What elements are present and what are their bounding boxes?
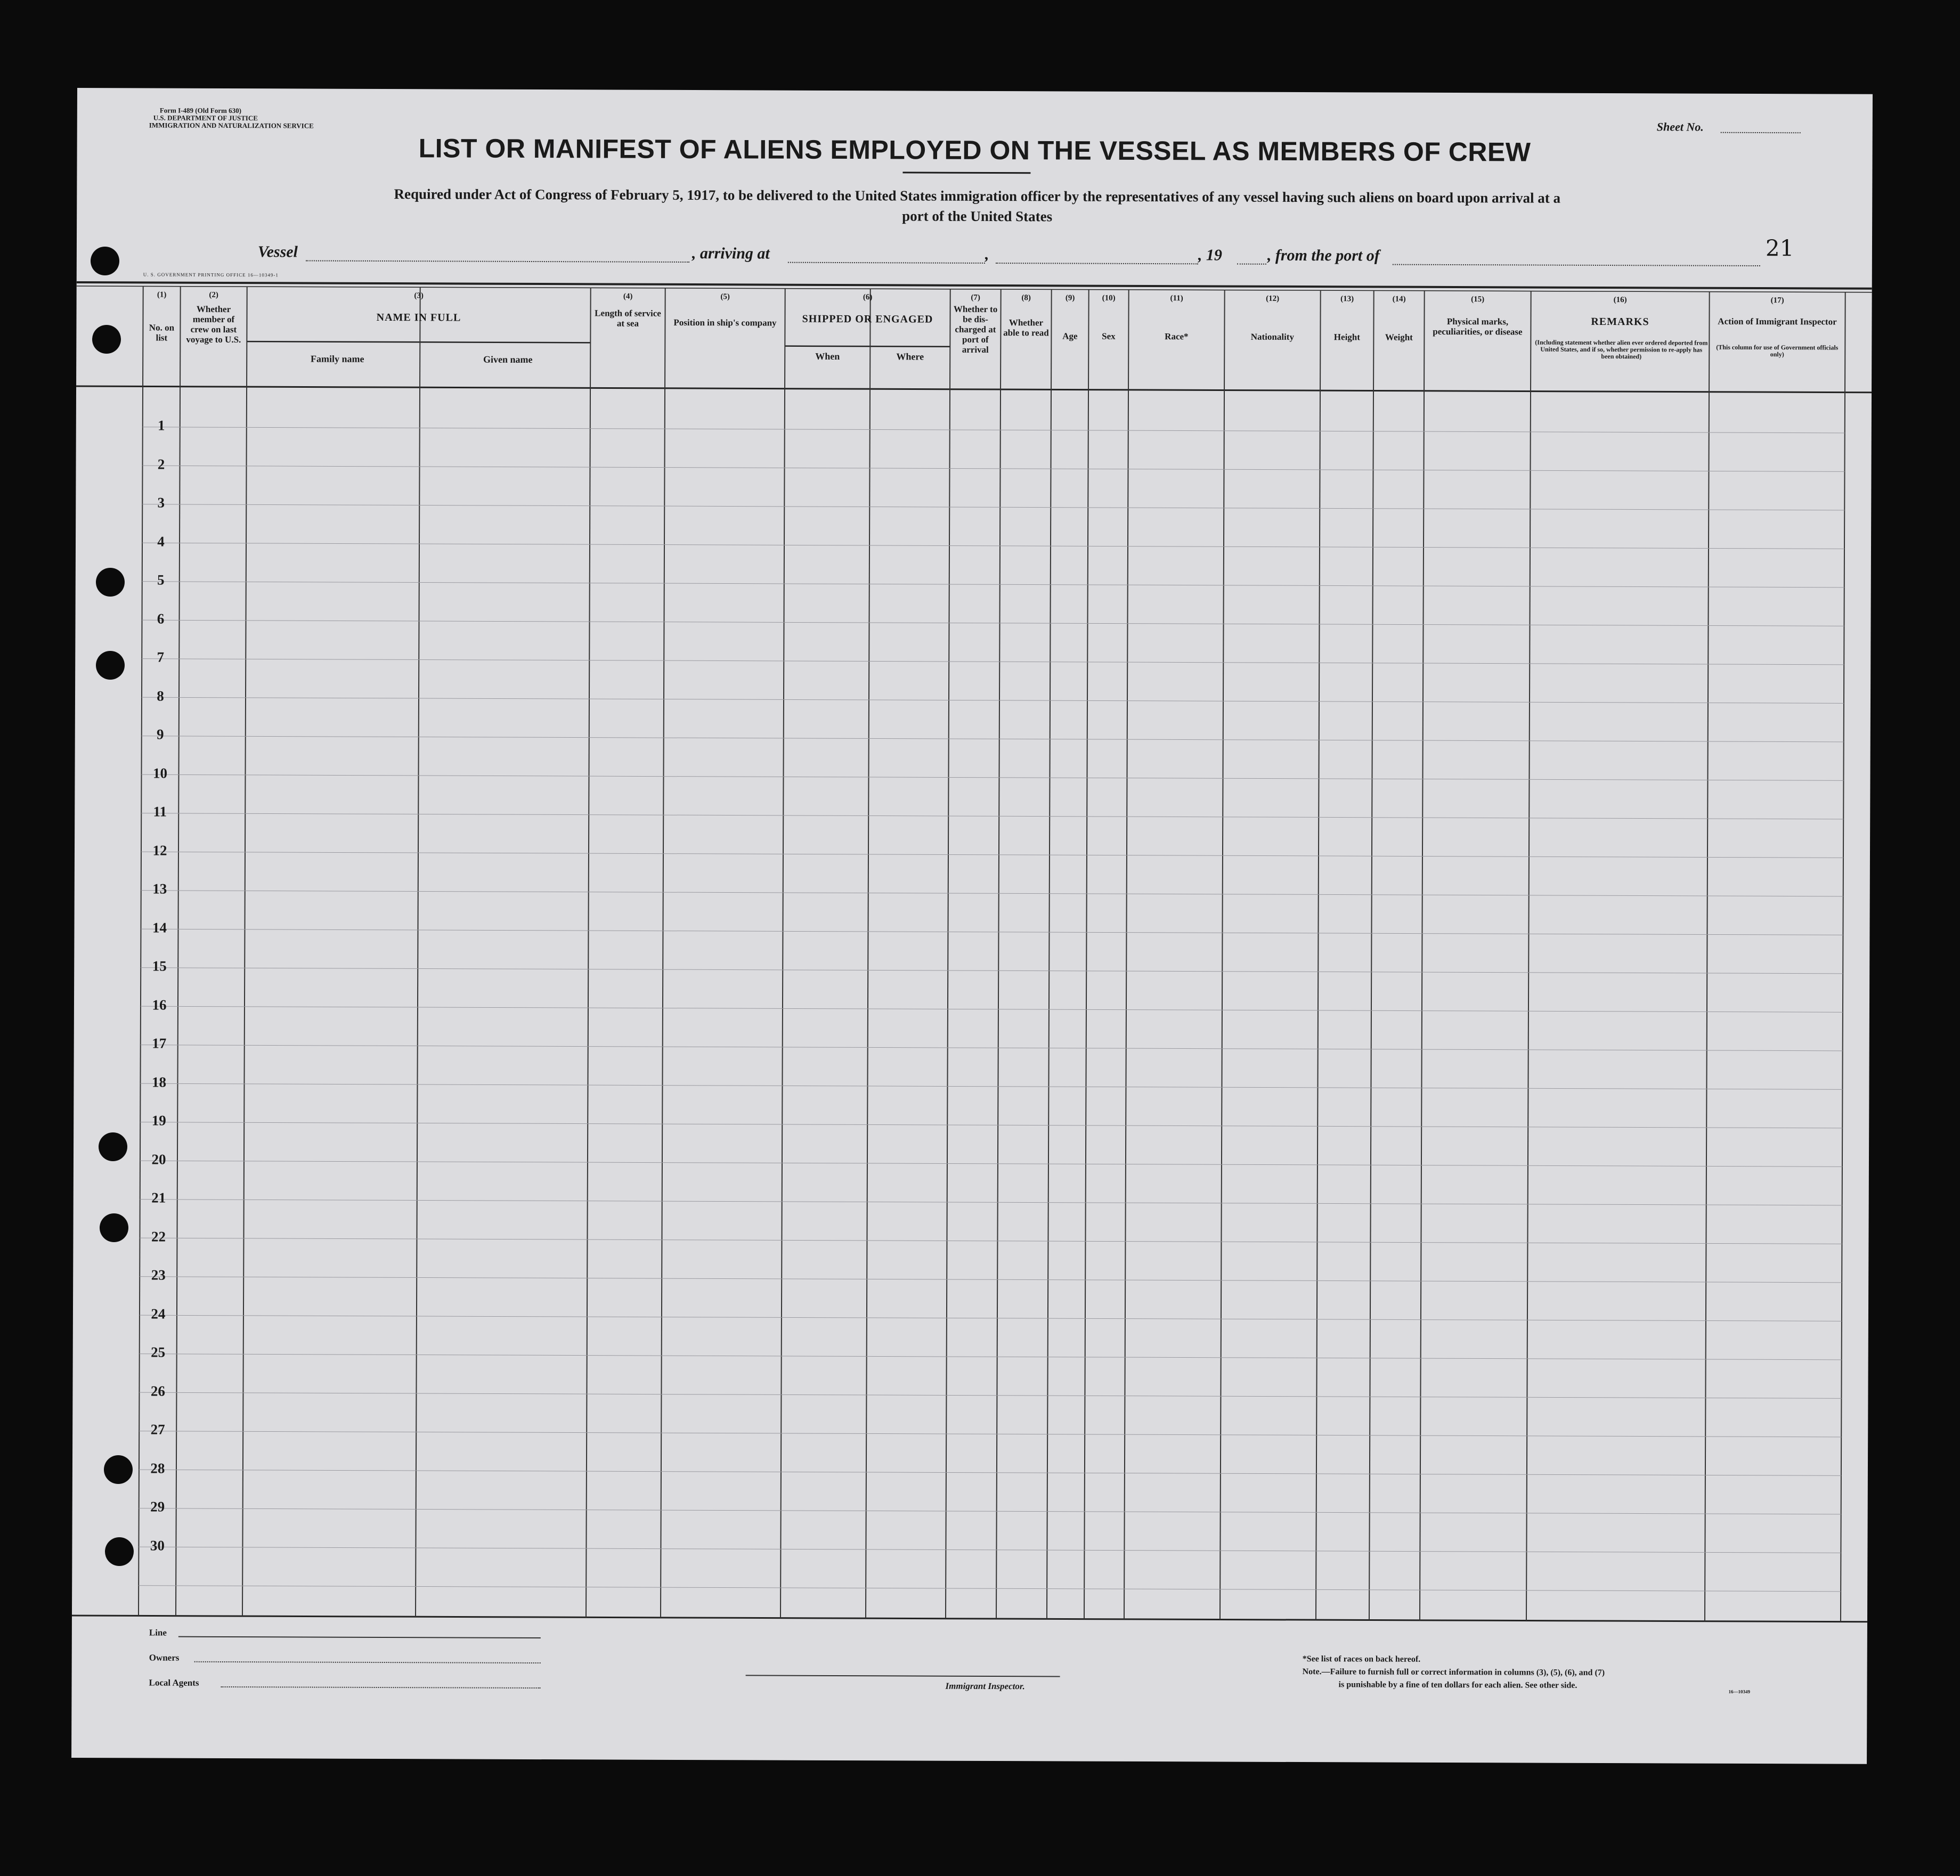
punch-hole (92, 325, 121, 354)
year-label: , 19 (1198, 246, 1222, 264)
row-number: 21 (151, 1189, 166, 1206)
column-number-11: (11) (1170, 294, 1183, 303)
local-agents-label: Local Agents (149, 1677, 199, 1688)
footer-notes (1303, 1653, 1605, 1692)
column-number-5: (5) (720, 292, 730, 301)
subtitle-line-2: port of the United States (902, 208, 1053, 225)
column-header-10: Sex (1102, 331, 1116, 341)
row-number: 25 (151, 1344, 166, 1360)
row-number: 1 (157, 417, 165, 434)
punch-hole (96, 568, 125, 597)
family-name-header: Family name (310, 353, 364, 364)
note-line-2: is punishable by a fine of ten dollars for each alien. See other side. (1338, 1680, 1577, 1690)
column-number-16: (16) (1613, 296, 1627, 305)
row-number: 29 (150, 1498, 165, 1515)
column-number-8: (8) (1021, 293, 1031, 303)
row-number: 12 (152, 842, 167, 859)
punch-hole (96, 651, 125, 680)
row-number: 4 (157, 533, 165, 550)
vessel-label: Vessel (257, 243, 298, 261)
arriving-label: , arriving at (692, 244, 770, 263)
row-number: 3 (157, 494, 165, 511)
row-number: 19 (151, 1112, 166, 1129)
page-title: LIST OR MANIFEST OF ALIENS EMPLOYED ON THE VESSEL AS MEMBERS OF CREW (418, 133, 1531, 167)
column-number-1: (1) (157, 290, 167, 299)
action-note: (This column for use of Government officials only) (1716, 343, 1839, 358)
column-number-3: (3) (414, 291, 424, 300)
manifest-sheet (71, 88, 1873, 1764)
column-number-9: (9) (1065, 293, 1075, 303)
column-header-11: Race* (1165, 331, 1189, 342)
column-header-12: Nationality (1250, 331, 1295, 342)
column-number-14: (14) (1392, 295, 1406, 304)
punch-hole (100, 1213, 128, 1242)
column-header-17: Action of Immigrant Inspector (1718, 316, 1837, 327)
inspector-label: Immigrant Inspector. (945, 1681, 1025, 1692)
column-header-2: Whether member of crew on last voyage to U.S. (186, 304, 241, 345)
punch-hole (104, 1455, 133, 1484)
column-number-6: (6) (863, 293, 873, 302)
column-number-2: (2) (209, 290, 218, 299)
column-header-8: Whether able to read (1003, 317, 1049, 338)
row-number: 27 (150, 1421, 165, 1438)
row-number: 17 (152, 1035, 167, 1051)
row-number: 20 (151, 1151, 166, 1168)
column-header-5: Position in ship's company (673, 317, 777, 328)
row-number: 26 (150, 1382, 166, 1399)
row-number: 10 (152, 765, 168, 781)
column-header-13: Height (1333, 332, 1360, 342)
gpo-line: U. S. GOVERNMENT PRINTING OFFICE 16—10349-1 (143, 272, 279, 278)
column-header-9: Age (1062, 331, 1078, 341)
row-number: 18 (151, 1074, 167, 1090)
column-header-14: Weight (1385, 332, 1413, 342)
punch-hole (91, 247, 119, 275)
column-header-15: Physical marks, peculiarities, or disease (1433, 316, 1523, 337)
column-number-7: (7) (971, 293, 980, 302)
row-number: 28 (150, 1459, 165, 1477)
owners-label: Owners (149, 1652, 180, 1663)
column-number-13: (13) (1340, 295, 1354, 304)
punch-hole (99, 1132, 127, 1161)
column-header-3: NAME IN FULL (376, 311, 461, 324)
remarks-note: (Including statement whether alien ever ordered deported from United States, and if so, whether permission to re-apply has been obtained) (1535, 338, 1708, 361)
row-number: 8 (157, 688, 164, 704)
row-number: 5 (157, 572, 165, 588)
punch-hole (105, 1537, 134, 1566)
when-header: When (815, 350, 840, 362)
column-header-16: REMARKS (1591, 315, 1649, 328)
row-number: 23 (151, 1267, 166, 1283)
column-header-1: No. on list (149, 322, 175, 343)
handwritten-sheet-number: 21 (1765, 235, 1794, 262)
department: U.S. DEPARTMENT OF JUSTICE (153, 113, 258, 123)
row-number: 7 (157, 649, 165, 665)
column-number-10: (10) (1102, 293, 1116, 303)
from-port-label: , from the port of (1267, 246, 1380, 265)
note-line-1: Note.—Failure to furnish full or correct information in columns (3), (5), (6), and (7) (1302, 1667, 1605, 1678)
races-note: *See list of races on back hereof. (1302, 1654, 1421, 1664)
column-number-12: (12) (1266, 294, 1280, 303)
footer-code: 16—10349 (1728, 1689, 1751, 1694)
row-number: 14 (152, 919, 167, 936)
row-number: 24 (151, 1305, 166, 1322)
row-number: 6 (157, 610, 165, 627)
where-header: Where (896, 351, 924, 362)
row-number: 30 (150, 1537, 165, 1554)
subtitle-line-1: Required under Act of Congress of February 5, 1917, to be delivered to the United States immigration officer by the representatives of any vessel having such aliens on board upon arrival at a (394, 186, 1561, 206)
sheet-number-label: Sheet No. (1656, 120, 1704, 134)
line-label: Line (149, 1627, 167, 1638)
row-number: 2 (157, 456, 165, 472)
row-number: 11 (153, 803, 167, 820)
comma: , (985, 245, 989, 263)
service: IMMIGRATION AND NATURALIZATION SERVICE (149, 121, 314, 130)
column-header-4: Length of service at sea (595, 308, 661, 329)
column-number-17: (17) (1770, 296, 1784, 305)
column-header-6: SHIPPED OR ENGAGED (802, 313, 933, 325)
row-number: 13 (152, 880, 167, 897)
column-number-4: (4) (623, 292, 633, 301)
row-number: 9 (156, 726, 164, 743)
given-name-header: Given name (483, 354, 533, 365)
row-number: 22 (151, 1228, 166, 1245)
row-number: 16 (152, 997, 167, 1013)
column-number-15: (15) (1471, 295, 1485, 304)
row-number: 15 (152, 958, 167, 974)
form-id: Form I-489 (Old Form 630) (159, 106, 241, 115)
column-header-7: Whether to be dis-charged at port of arrival (953, 304, 998, 355)
